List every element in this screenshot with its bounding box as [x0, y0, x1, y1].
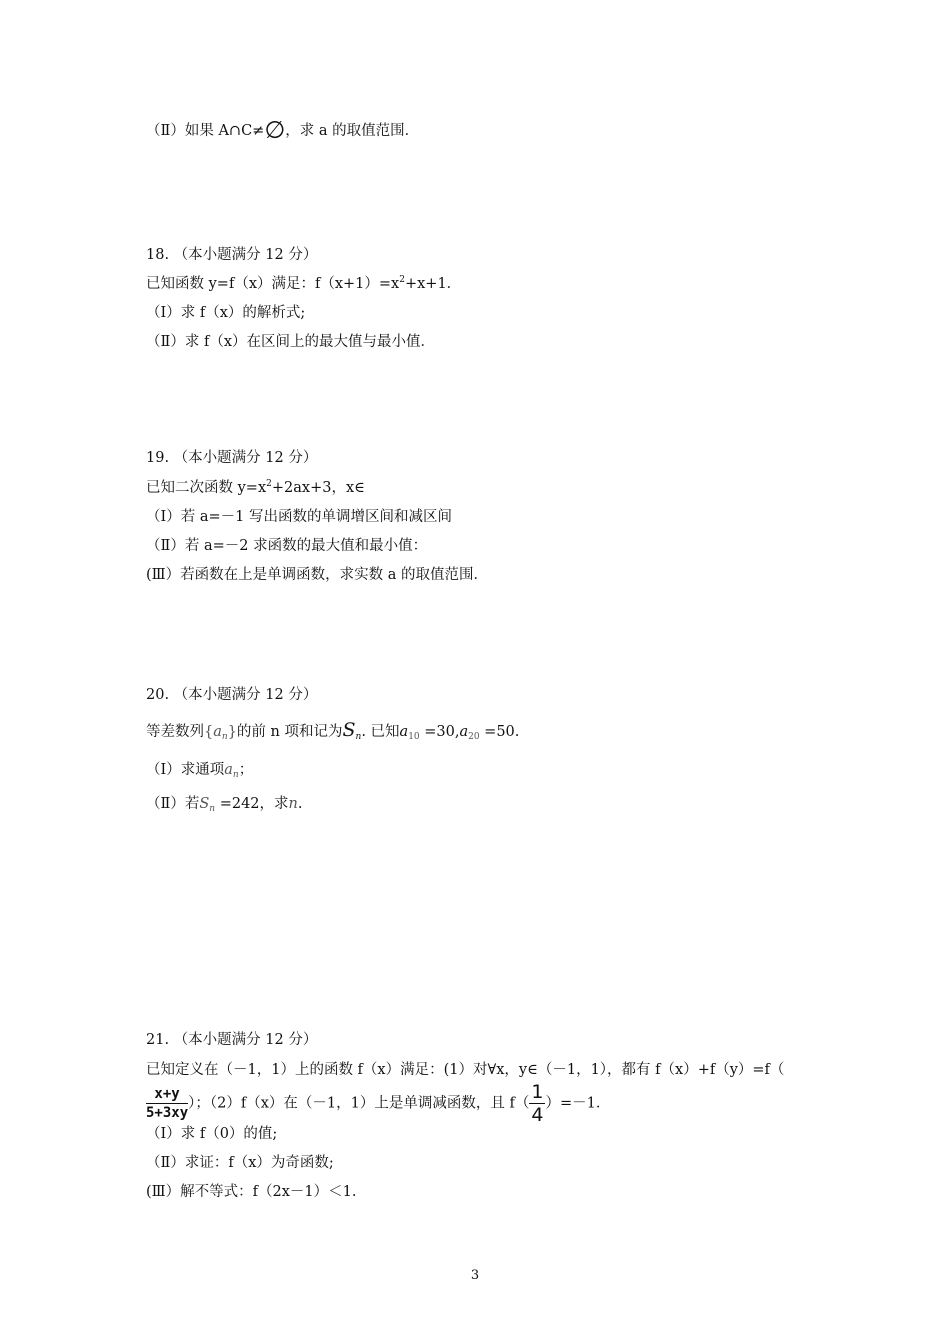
q20-part2-sub: n [209, 804, 216, 814]
q19-exponent: 2 [266, 479, 272, 489]
q20-part2-n: n [288, 796, 298, 812]
q20-stem-text: 等差数列 [146, 724, 204, 740]
q18-header: 18. （本小题满分 12 分） [146, 247, 318, 263]
q21-frac-num: x+y [146, 1085, 188, 1104]
q17-part2-tail: ，求 a 的取值范围． [285, 123, 420, 139]
q20-sum-symbol: S [342, 719, 356, 741]
q20-part1-tail: ； [238, 762, 254, 778]
q20-a10: a [399, 724, 409, 740]
q20-a20: a [459, 724, 469, 740]
q19-part3: (Ⅲ）若函数在上是单调函数，求实数 a 的取值范围． [146, 567, 489, 583]
q20-stem [146, 720, 519, 742]
q19-stem-text: 已知二次函数 y=x [146, 480, 267, 496]
q18-part2: （Ⅱ）求 f（x）在区间上的最大值与最小值． [146, 334, 436, 350]
emptyset-symbol: ∅ [264, 116, 286, 144]
q20-part2-S: S [199, 796, 210, 812]
q21-part2: （Ⅱ）求证：f（x）为奇函数; [146, 1155, 334, 1171]
q19-header: 19. （本小题满分 12 分） [146, 450, 318, 466]
q20-stem-mid: 的前 n 项和记为 [236, 724, 343, 740]
q20-part2-eq: =242 [215, 796, 260, 812]
q20-a10-sub: 10 [408, 732, 420, 742]
q21-stem-cont [146, 1081, 610, 1126]
q18-part1: （Ⅰ）求 f（x）的解析式; [146, 305, 306, 321]
q20-eq2: =50. [479, 724, 520, 740]
q21-stem2-text: ）；（2）f（x）在（－1，1）上是单调减函数，且 f（ [188, 1095, 530, 1112]
q20-header: 20. （本小题满分 12 分） [146, 687, 318, 703]
q20-stem-given: . 已知 [361, 724, 400, 740]
q19-stem [146, 478, 365, 498]
q20-part1 [146, 760, 253, 780]
q19-part2: （Ⅱ）若 a=－2 求函数的最大值和最小值： [146, 538, 428, 554]
q20-part2-mid: ，求 [259, 796, 289, 812]
q18-stem-tail: +x+1． [404, 276, 462, 292]
q17-part2 [146, 116, 420, 144]
q21-stem2-tail: ）=－1． [545, 1095, 611, 1112]
q20-part1-a: a [224, 762, 233, 778]
page-number: 3 [470, 1268, 480, 1283]
q20-brace-open: { [204, 724, 214, 740]
q20-seq-sub: n [221, 732, 228, 742]
q20-eq1: =30, [419, 724, 460, 740]
q20-part2 [146, 794, 302, 814]
q21-stem: 已知定义在（－1，1）上的函数 f（x）满足：(1）对∀x，y∈（－1，1），都有 f（x）+f（y）=f（ [146, 1062, 785, 1078]
q20-part1-text: （Ⅰ）求通项 [146, 762, 225, 778]
q21-frac2-den: 4 [531, 1104, 544, 1126]
q18-stem [146, 274, 461, 294]
q18-exponent: 2 [399, 275, 405, 285]
q20-a20-sub: 20 [468, 732, 480, 742]
q18-stem-text: 已知函数 y=f（x）满足：f（x+1）=x [146, 276, 400, 292]
q20-part2-tail: . [297, 796, 303, 812]
q20-sum-sub: n [355, 732, 362, 742]
q20-seq-a: a [213, 724, 222, 740]
q21-part1: （Ⅰ）求 f（0）的值; [146, 1126, 278, 1142]
q21-frac-den: 5+3xy [146, 1105, 189, 1121]
q21-fraction-quarter [529, 1081, 545, 1126]
q20-brace-close: } [227, 724, 237, 740]
q20-part1-sub: n [232, 770, 239, 780]
q21-header: 21. （本小题满分 12 分） [146, 1032, 318, 1048]
q19-part1: （Ⅰ）若 a=－1 写出函数的单调增区间和减区间 [146, 509, 452, 525]
q20-part2-text: （Ⅱ）若 [146, 796, 200, 812]
q21-fraction [146, 1085, 188, 1122]
q17-part2-text: （Ⅱ）如果 A∩C≠ [146, 123, 265, 139]
q19-stem-tail: +2ax+3，x∈ [271, 480, 365, 496]
q21-part3: (Ⅲ）解不等式：f（2x－1）＜1. [146, 1184, 357, 1200]
q21-frac2-num: 1 [531, 1081, 544, 1103]
